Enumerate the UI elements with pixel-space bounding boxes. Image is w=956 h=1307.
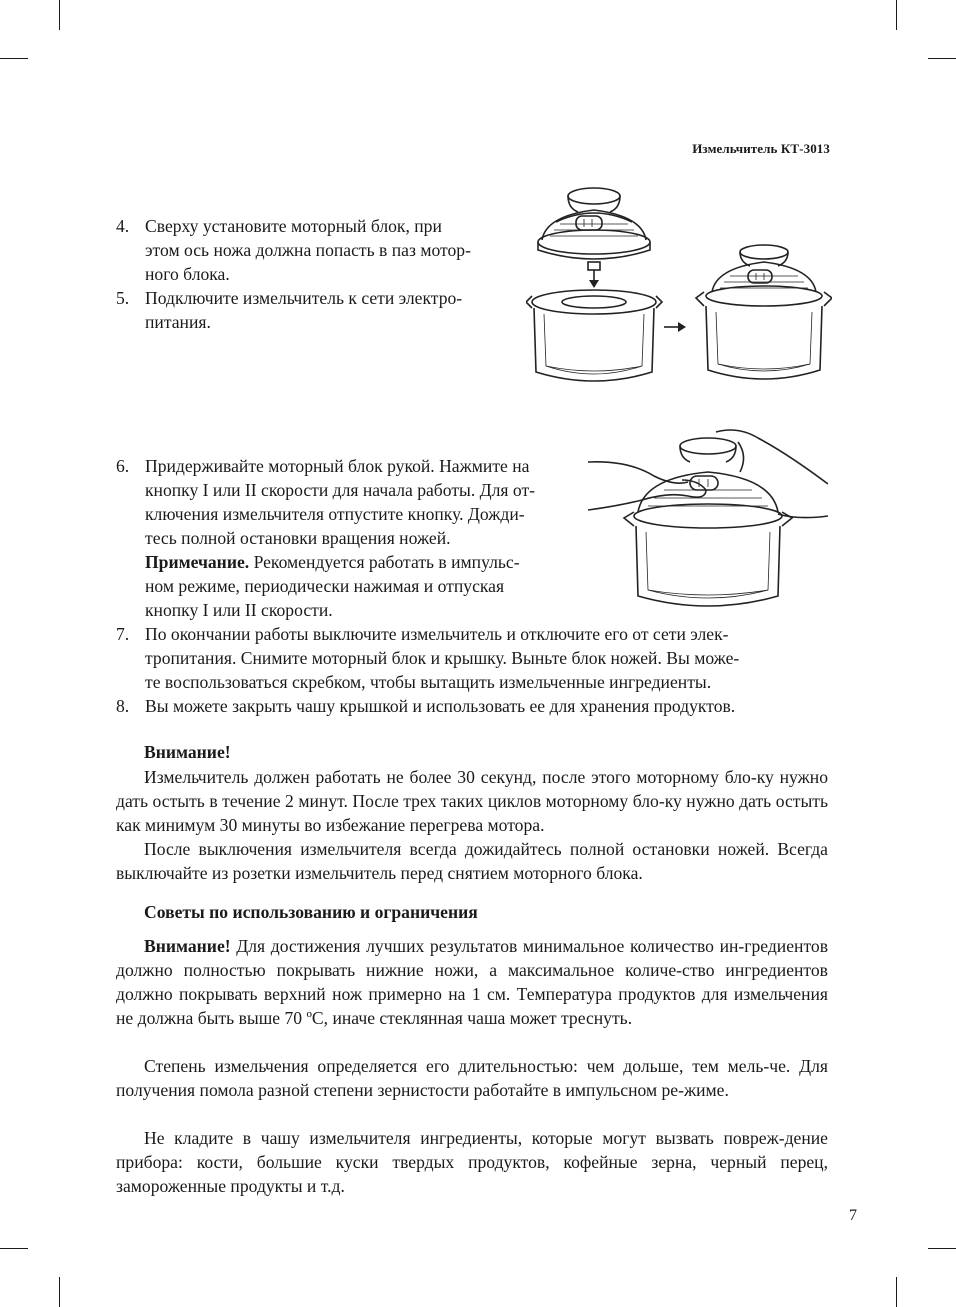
warning-paragraph-2: После выключения измельчителя всегда дожидайтесь полной остановки ножей. Всегда выключайте из розетки измельчитель перед снятием моторного блока. (116, 839, 828, 883)
tips-heading: Советы по использованию и ограничения (144, 902, 478, 922)
crop-mark (59, 0, 60, 30)
step-5: 5. Подключите измельчитель к сети электро- питания. (116, 288, 463, 332)
tips-paragraph-3: Не кладите в чашу измельчителя ингредиенты, которые могут вызвать повреж-дение прибора: кости, большие куски твердых продуктов, кофейные зерна, черный перец, замороженные продукты и т.д. (116, 1128, 828, 1196)
crop-mark (928, 1248, 956, 1249)
step-4: 4. Сверху установите моторный блок, при этом ось ножа должна попасть в паз мотор- ного блока. (116, 216, 471, 284)
tips-paragraph-1: Внимание! Для достижения лучших результатов минимальное количество ин-гредиентов должно полностью покрывать нижние ножи, а максимальное количе-ство ингредиентов должно покрывать верхний нож примерно на 1 см. Температура продуктов для измельчения не должна быть выше 70 ºС, иначе стеклянная чаша может треснуть. (116, 936, 828, 1028)
step-7: 7. По окончании работы выключите измельчитель и отключите его от сети элек- тропитания. Снимите моторный блок и крышку. Выньте блок ножей. Вы може- те воспользоваться скребком, чтобы вытащить измельченные ингредиенты. (116, 624, 740, 692)
note: Примечание. Рекомендуется работать в импульс- (145, 552, 520, 572)
page-number: 7 (849, 1207, 857, 1224)
crop-mark (928, 58, 956, 59)
warning-heading: Внимание! (144, 742, 231, 762)
step-8: 8. Вы можете закрыть чашу крышкой и использовать ее для хранения продуктов. (116, 696, 736, 716)
step-6: 6. Придерживайте моторный блок рукой. Нажмите на кнопку I или II скорости для начала работы. Для от- ключения измельчителя отпустите кнопку. Дожди- тесь полной остановки вращения ножей. Примечание. Рекомендуется работать в импульс- ном режиме, периодически нажимая и отпуская кнопку I или II скорости. (116, 456, 536, 620)
crop-mark (0, 58, 28, 59)
warning-paragraph-1: Измельчитель должен работать не более 30 секунд, после этого моторному бло-ку нужно дать остыть в течение 2 минут. После трех таких циклов моторному бло-ку нужно дать остыть как минимум 30 минуты во избежание перегрева мотора. (116, 767, 828, 835)
hand-holding-illustration (588, 420, 828, 618)
tips-paragraph-2: Степень измельчения определяется его длительностью: чем дольше, тем мель-че. Для получения помола разной степени зернистости работайте в импульсном ре-жиме. (116, 1056, 828, 1100)
crop-mark (896, 0, 897, 30)
assembly-illustration (526, 184, 832, 396)
crop-mark (896, 1277, 897, 1307)
running-header: Измельчитель КТ-3013 (692, 141, 830, 156)
crop-mark (59, 1277, 60, 1307)
crop-mark (0, 1248, 28, 1249)
